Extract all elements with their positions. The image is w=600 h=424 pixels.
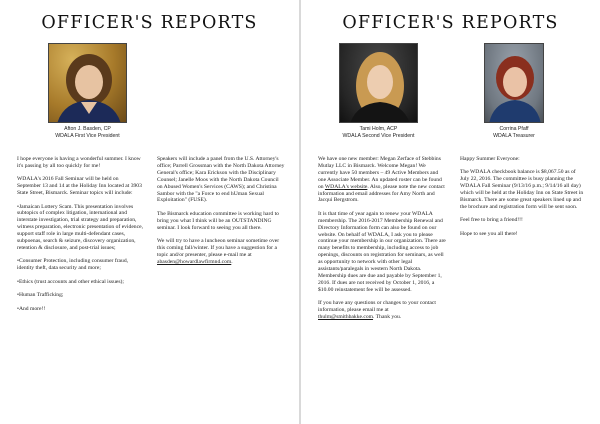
page-title: OFFICER'S REPORTS <box>342 13 559 33</box>
paragraph-text: . Also, please note the new contact information and email addresses for Amy North and Jacqui Bergstrom. <box>318 183 445 204</box>
paragraph: Speakers will include a panel from the U.S. Attorney's office; Parrell Grossman with the North Dakota Attorney General's office; Kara Erickson with the Disciplinary Counsel; Janelle Moos with the North Dakota Council on Abused Women's Services (CAWS); and Christina Sambor with the "a Force to end hUman Sexual Exploitation" (FUSE). <box>157 156 285 204</box>
officer-caption <box>464 126 564 140</box>
paragraph <box>318 156 446 204</box>
officer-name: Tami Holm, ACP <box>359 126 398 132</box>
paragraph: Happy Summer Everyone: <box>460 156 520 162</box>
paragraph <box>318 300 446 321</box>
officer-photo-tami <box>339 43 418 123</box>
paragraph-end: . <box>231 258 233 265</box>
paragraph: The WDALA checkbook balance is $8,067.50 as of July 22, 2016. The committee is busy planning the WDALA Fall Seminar (9/13/16 p.m.; 9/14/16 all day) which will be held at the Holiday Inn on State Street in Bismarck. There are some great speakers lined up and the brochure and registration form will be sent soon. <box>460 169 584 210</box>
left-column-2 <box>157 156 285 272</box>
portrait-icon <box>485 44 544 123</box>
paragraph: WDALA's 2016 Fall Seminar will be held on September 13 and 14 at the Holiday Inn located at 3903 State Street, Bismarck. Seminar topics will include: <box>17 176 142 197</box>
page-title: OFFICER'S REPORTS <box>41 13 258 33</box>
website-link[interactable]: WDALA's website <box>324 183 368 190</box>
officer-name: Corrina Pfaff <box>499 126 529 132</box>
paragraph: It is that time of year again to renew your WDALA membership. The 2016-2017 Membership Renewal and Directory Information form can also be found on our website. On behalf of WDALA, I ask you to please continue your membership in our organization. There are many benefits to membership, including access to job openings, discounts on registration for seminars, as well as opportunity to network with other legal assistants/paralegals in western North Dakota. Membership dues are due and payable by September 1, 2016. If dues are not received by October 1, 2016, a $10.00 reinstatement fee will be assessed. <box>318 210 446 293</box>
paragraph: The Bismarck education committee is working hard to bring you what I think will be an OUTSTANDING seminar. I look forward to seeing you all there. <box>157 210 279 231</box>
portrait-icon <box>49 44 127 123</box>
officer-role: WDALA Second Vice President <box>342 133 415 139</box>
bullet-item: •Human Trafficking; <box>17 292 64 299</box>
officer-caption <box>321 126 436 140</box>
right-page <box>301 0 600 424</box>
bullet-item: •Jamaican Lottery Scam. This presentation involves subtopics of complex litigation, international and interstate investigation, trial strategy and preparation, witness preparation, electronic presentation of evidence, support staff role in large multi-defendant cases, subpoenas, search & seizure, discovery organization, retention & disclosure, and post-trial issues; <box>17 203 143 251</box>
right-column-2 <box>460 156 586 244</box>
officer-role: WDALA Treasurer <box>493 133 535 139</box>
portrait-icon <box>340 44 418 123</box>
officer-caption <box>30 126 145 140</box>
paragraph-text: If you have any questions or changes to your contact information, please email me at <box>318 300 436 314</box>
bullet-item: •And more!! <box>17 305 46 312</box>
email-link[interactable]: thulm@smithbakke.com <box>318 314 374 321</box>
officer-name: Afton J. Basden, CP <box>64 126 111 132</box>
email-link[interactable]: abasden@howardlawfirmnd.com <box>157 258 232 265</box>
paragraph: Hope to see you all there! <box>460 230 518 237</box>
paragraph-text: We will try to have a luncheon seminar sometime over this coming fall/winter. If you have a suggestion for a topic and/or presenter, please e-mail me at <box>157 238 280 258</box>
officer-photo-corrina <box>484 43 544 123</box>
left-page <box>0 0 299 424</box>
paragraph-text: We have one new member: Megan Zerface of Stebbins Mutlay LLC in Bismarck. Welcome Megan! We currently have 50 members – 49 Active Members and one Associate Member. An updated roster can be found on <box>318 156 442 190</box>
paragraph <box>157 238 285 266</box>
officer-photo-afton <box>48 43 127 123</box>
right-column-1 <box>318 156 446 327</box>
officer-role: WDALA First Vice President <box>55 133 120 139</box>
paragraph-end: . Thank you. <box>373 314 402 321</box>
paragraph: Feel free to bring a friend!!! <box>460 217 523 224</box>
bullet-item: •Ethics (trust accounts and other ethical issues); <box>17 278 124 285</box>
left-column-1 <box>17 156 143 319</box>
bullet-item: •Consumer Protection, including consumer fraud, identity theft, data security and more; <box>17 258 129 272</box>
paragraph: I hope everyone is having a wonderful summer. I know it's passing by all too quickly for me! <box>17 156 141 169</box>
